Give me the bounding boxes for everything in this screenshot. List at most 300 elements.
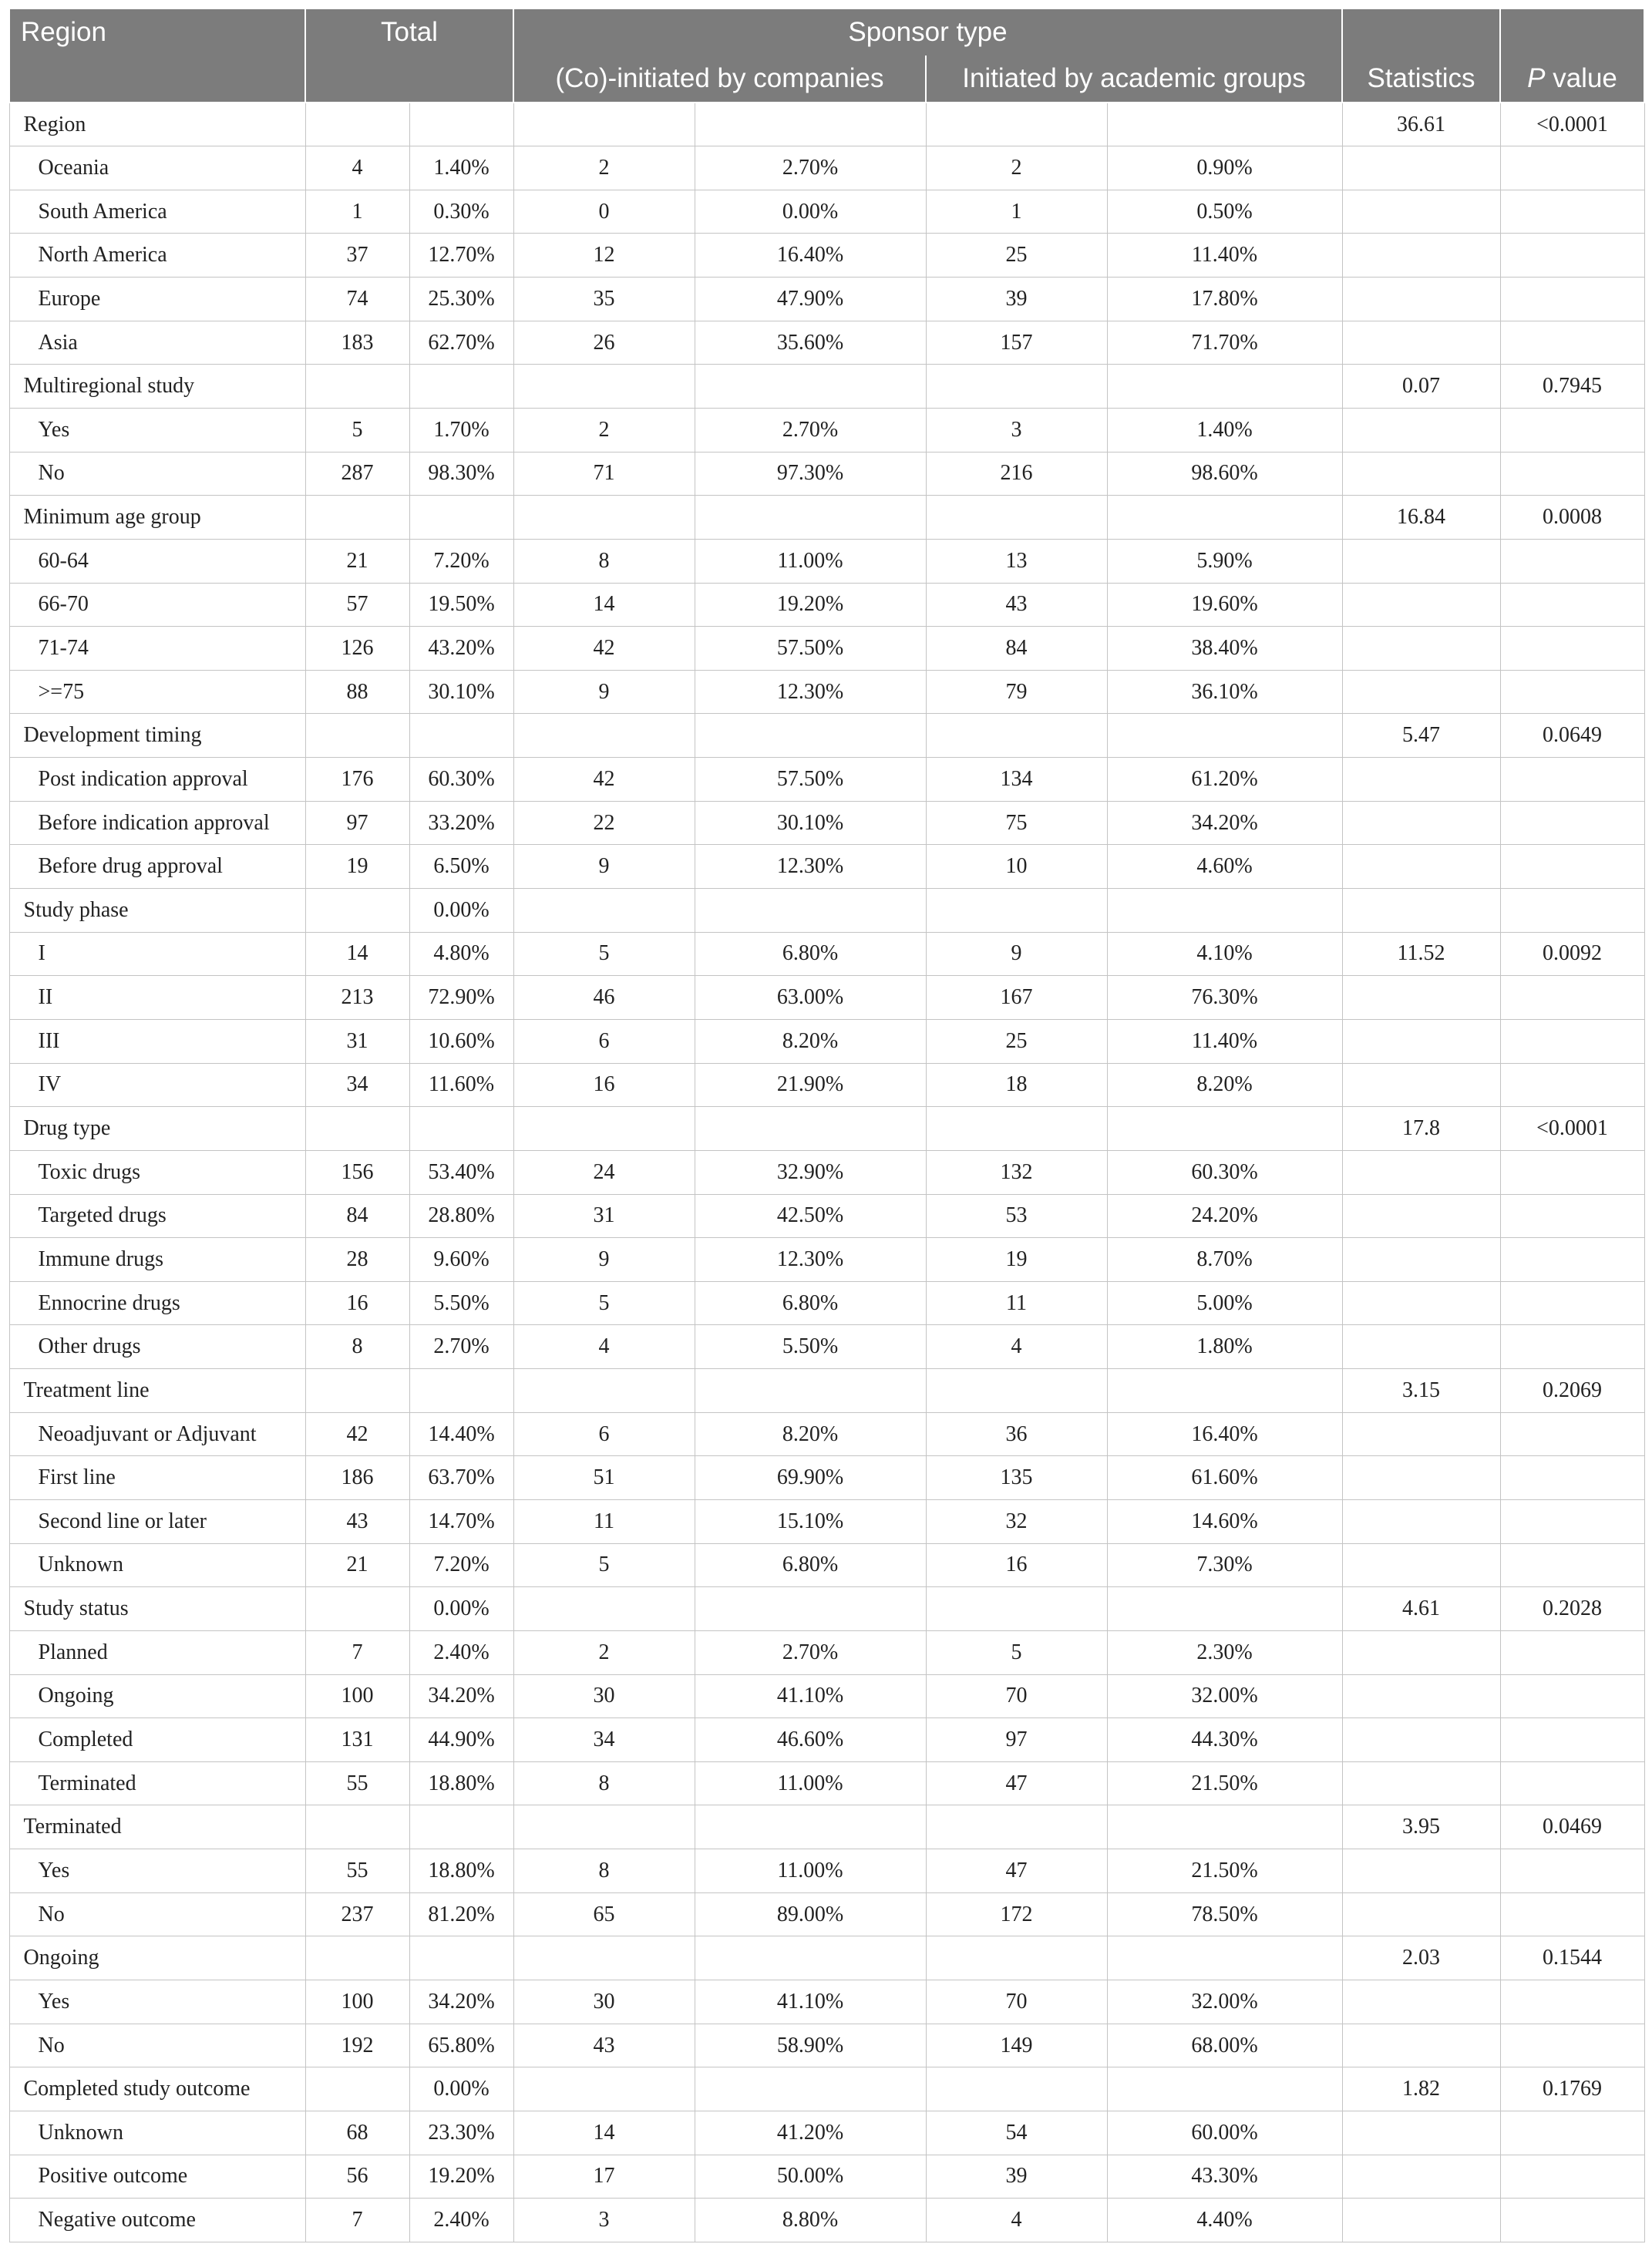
academic-percent: [1107, 365, 1342, 409]
total-count: 56: [305, 2155, 409, 2199]
total-count: [305, 1107, 409, 1151]
statistic: [1342, 1019, 1500, 1063]
row-label: 60-64: [9, 539, 305, 583]
total-percent: 53.40%: [409, 1150, 513, 1194]
academic-percent: [1107, 1369, 1342, 1413]
total-count: 74: [305, 278, 409, 321]
table-row: [9, 1456, 1644, 1500]
header-statistics: Statistics: [1342, 56, 1500, 103]
statistic: [1342, 1543, 1500, 1587]
table-row: [9, 1412, 1644, 1456]
academic-percent: 21.50%: [1107, 1849, 1342, 1893]
header-academic: Initiated by academic groups: [926, 56, 1342, 103]
total-count: 19: [305, 845, 409, 889]
academic-count: 70: [926, 1674, 1107, 1718]
row-label: First line: [9, 1456, 305, 1500]
academic-count: 79: [926, 670, 1107, 714]
total-percent: 14.70%: [409, 1500, 513, 1544]
academic-percent: 32.00%: [1107, 1674, 1342, 1718]
total-count: [305, 365, 409, 409]
p-value: [1500, 1630, 1644, 1674]
academic-percent: 4.40%: [1107, 2199, 1342, 2242]
table-row: [9, 2155, 1644, 2199]
academic-count: 75: [926, 801, 1107, 845]
company-percent: 46.60%: [695, 1718, 926, 1762]
company-count: [513, 2067, 695, 2111]
total-count: 131: [305, 1718, 409, 1762]
statistic: 2.03: [1342, 1936, 1500, 1980]
total-percent: 2.70%: [409, 1325, 513, 1369]
academic-percent: 44.30%: [1107, 1718, 1342, 1762]
total-percent: [409, 1805, 513, 1849]
total-percent: 0.00%: [409, 2067, 513, 2111]
p-value: [1500, 1761, 1644, 1805]
academic-count: 47: [926, 1849, 1107, 1893]
p-value: [1500, 1456, 1644, 1500]
statistic: 4.61: [1342, 1587, 1500, 1631]
header-blank-p: [1500, 8, 1644, 56]
statistic: [1342, 1412, 1500, 1456]
statistic: [1342, 190, 1500, 234]
academic-percent: 4.10%: [1107, 932, 1342, 976]
company-percent: 12.30%: [695, 670, 926, 714]
statistic: [1342, 452, 1500, 496]
row-label: IV: [9, 1063, 305, 1107]
company-count: 2: [513, 408, 695, 452]
p-value: [1500, 539, 1644, 583]
total-percent: 19.50%: [409, 583, 513, 627]
header-p-letter: P: [1527, 63, 1546, 93]
company-percent: 11.00%: [695, 1761, 926, 1805]
total-percent: 44.90%: [409, 1718, 513, 1762]
p-value: [1500, 234, 1644, 278]
p-value: [1500, 1718, 1644, 1762]
academic-count: [926, 1369, 1107, 1413]
row-label: Unknown: [9, 2111, 305, 2155]
table-body: [9, 103, 1644, 2242]
company-count: 26: [513, 321, 695, 365]
academic-percent: 68.00%: [1107, 2024, 1342, 2067]
table-row: [9, 1500, 1644, 1544]
academic-count: [926, 1936, 1107, 1980]
academic-percent: 78.50%: [1107, 1892, 1342, 1936]
academic-count: [926, 889, 1107, 933]
table-row: [9, 1019, 1644, 1063]
company-count: 35: [513, 278, 695, 321]
academic-percent: 0.50%: [1107, 190, 1342, 234]
group-row: [9, 889, 1644, 933]
p-value: 0.0008: [1500, 496, 1644, 540]
total-count: 186: [305, 1456, 409, 1500]
statistic: [1342, 2199, 1500, 2242]
row-label: Planned: [9, 1630, 305, 1674]
academic-count: 18: [926, 1063, 1107, 1107]
row-label: Second line or later: [9, 1500, 305, 1544]
table-row: [9, 1543, 1644, 1587]
row-label: Targeted drugs: [9, 1194, 305, 1238]
statistic: [1342, 1849, 1500, 1893]
academic-count: [926, 365, 1107, 409]
academic-count: 11: [926, 1281, 1107, 1325]
academic-percent: 1.40%: [1107, 408, 1342, 452]
academic-count: 19: [926, 1238, 1107, 1282]
total-percent: 81.20%: [409, 1892, 513, 1936]
row-label: 66-70: [9, 583, 305, 627]
row-label: Yes: [9, 408, 305, 452]
p-value: [1500, 1500, 1644, 1544]
company-percent: 11.00%: [695, 1849, 926, 1893]
statistic: [1342, 1063, 1500, 1107]
total-count: 8: [305, 1325, 409, 1369]
company-percent: 47.90%: [695, 278, 926, 321]
company-count: 5: [513, 1281, 695, 1325]
company-percent: 2.70%: [695, 1630, 926, 1674]
company-count: [513, 103, 695, 146]
company-percent: 6.80%: [695, 1543, 926, 1587]
academic-count: 36: [926, 1412, 1107, 1456]
total-percent: 18.80%: [409, 1849, 513, 1893]
total-percent: 72.90%: [409, 976, 513, 1020]
p-value: [1500, 2111, 1644, 2155]
company-percent: 50.00%: [695, 2155, 926, 2199]
total-count: 34: [305, 1063, 409, 1107]
row-label: Yes: [9, 1849, 305, 1893]
table-row: [9, 1630, 1644, 1674]
company-count: 34: [513, 1718, 695, 1762]
company-count: 51: [513, 1456, 695, 1500]
total-count: 100: [305, 1980, 409, 2024]
total-count: 100: [305, 1674, 409, 1718]
total-count: 4: [305, 146, 409, 190]
row-label: No: [9, 2024, 305, 2067]
company-count: 3: [513, 2199, 695, 2242]
academic-percent: [1107, 1805, 1342, 1849]
company-percent: 30.10%: [695, 801, 926, 845]
p-value: [1500, 146, 1644, 190]
p-value: [1500, 976, 1644, 1020]
total-percent: 63.70%: [409, 1456, 513, 1500]
p-value: [1500, 1019, 1644, 1063]
total-count: 14: [305, 932, 409, 976]
header-region: Region: [9, 8, 305, 56]
row-label: Multiregional study: [9, 365, 305, 409]
company-percent: 41.10%: [695, 1980, 926, 2024]
academic-percent: 32.00%: [1107, 1980, 1342, 2024]
statistic: [1342, 1325, 1500, 1369]
academic-percent: 43.30%: [1107, 2155, 1342, 2199]
company-count: 2: [513, 146, 695, 190]
header-blank-total: [305, 56, 513, 103]
total-count: 43: [305, 1500, 409, 1544]
company-percent: 32.90%: [695, 1150, 926, 1194]
academic-count: 2: [926, 146, 1107, 190]
p-value: [1500, 583, 1644, 627]
company-percent: 63.00%: [695, 976, 926, 1020]
row-label: >=75: [9, 670, 305, 714]
academic-count: 132: [926, 1150, 1107, 1194]
p-value: [1500, 1063, 1644, 1107]
header-row-1: [9, 8, 1644, 56]
p-value: [1500, 190, 1644, 234]
table-row: [9, 801, 1644, 845]
company-percent: [695, 889, 926, 933]
statistic: [1342, 889, 1500, 933]
total-percent: 60.30%: [409, 758, 513, 802]
statistic: 17.8: [1342, 1107, 1500, 1151]
academic-percent: 7.30%: [1107, 1543, 1342, 1587]
row-label: Completed study outcome: [9, 2067, 305, 2111]
table-row: [9, 670, 1644, 714]
table-row: [9, 190, 1644, 234]
p-value: [1500, 1281, 1644, 1325]
table-row: [9, 1238, 1644, 1282]
company-percent: [695, 1587, 926, 1631]
company-count: 71: [513, 452, 695, 496]
academic-count: 4: [926, 1325, 1107, 1369]
statistic: [1342, 1980, 1500, 2024]
company-count: [513, 1587, 695, 1631]
row-label: Region: [9, 103, 305, 146]
company-count: 30: [513, 1980, 695, 2024]
group-row: [9, 496, 1644, 540]
statistic: [1342, 1500, 1500, 1544]
group-row: [9, 1369, 1644, 1413]
table-row: [9, 845, 1644, 889]
total-percent: 0.30%: [409, 190, 513, 234]
total-percent: 34.20%: [409, 1980, 513, 2024]
row-label: I: [9, 932, 305, 976]
header-blank-label: [9, 56, 305, 103]
total-count: [305, 1369, 409, 1413]
p-value: [1500, 2199, 1644, 2242]
table-row: [9, 1194, 1644, 1238]
p-value: [1500, 1543, 1644, 1587]
p-value: [1500, 1194, 1644, 1238]
row-label: Study status: [9, 1587, 305, 1631]
total-percent: 2.40%: [409, 2199, 513, 2242]
p-value: [1500, 845, 1644, 889]
company-percent: [695, 2067, 926, 2111]
header-blank-stat: [1342, 8, 1500, 56]
statistic: [1342, 2155, 1500, 2199]
total-percent: 10.60%: [409, 1019, 513, 1063]
total-count: [305, 889, 409, 933]
company-count: 2: [513, 1630, 695, 1674]
table-row: [9, 408, 1644, 452]
p-value: 0.0092: [1500, 932, 1644, 976]
table-row: [9, 1281, 1644, 1325]
company-percent: [695, 714, 926, 758]
company-count: 4: [513, 1325, 695, 1369]
company-count: [513, 1936, 695, 1980]
row-label: South America: [9, 190, 305, 234]
academic-percent: [1107, 1587, 1342, 1631]
total-count: [305, 714, 409, 758]
p-value: [1500, 321, 1644, 365]
academic-percent: 11.40%: [1107, 234, 1342, 278]
company-percent: 57.50%: [695, 758, 926, 802]
academic-percent: 5.00%: [1107, 1281, 1342, 1325]
row-label: No: [9, 452, 305, 496]
total-count: 287: [305, 452, 409, 496]
p-value: [1500, 278, 1644, 321]
total-percent: 0.00%: [409, 889, 513, 933]
statistic: [1342, 758, 1500, 802]
academic-percent: 36.10%: [1107, 670, 1342, 714]
statistic: [1342, 1281, 1500, 1325]
academic-count: 97: [926, 1718, 1107, 1762]
company-count: [513, 1369, 695, 1413]
table-row: [9, 1980, 1644, 2024]
total-percent: [409, 1936, 513, 1980]
p-value: [1500, 670, 1644, 714]
academic-count: 167: [926, 976, 1107, 1020]
academic-percent: 38.40%: [1107, 627, 1342, 671]
academic-count: 4: [926, 2199, 1107, 2242]
total-count: 55: [305, 1849, 409, 1893]
statistic: [1342, 976, 1500, 1020]
p-value: [1500, 1412, 1644, 1456]
academic-count: 3: [926, 408, 1107, 452]
company-percent: 19.20%: [695, 583, 926, 627]
total-percent: [409, 1369, 513, 1413]
academic-percent: [1107, 714, 1342, 758]
table-row: [9, 278, 1644, 321]
company-count: 8: [513, 539, 695, 583]
academic-count: 13: [926, 539, 1107, 583]
row-label: Toxic drugs: [9, 1150, 305, 1194]
academic-percent: 17.80%: [1107, 278, 1342, 321]
total-percent: 33.20%: [409, 801, 513, 845]
academic-percent: 34.20%: [1107, 801, 1342, 845]
table-row: [9, 758, 1644, 802]
group-row: [9, 1107, 1644, 1151]
statistic: [1342, 583, 1500, 627]
company-percent: 6.80%: [695, 932, 926, 976]
statistic: [1342, 1456, 1500, 1500]
total-percent: 30.10%: [409, 670, 513, 714]
company-percent: 42.50%: [695, 1194, 926, 1238]
academic-count: 16: [926, 1543, 1107, 1587]
company-count: [513, 714, 695, 758]
academic-percent: [1107, 496, 1342, 540]
company-percent: 57.50%: [695, 627, 926, 671]
statistic: [1342, 1150, 1500, 1194]
p-value: 0.0649: [1500, 714, 1644, 758]
academic-percent: [1107, 1936, 1342, 1980]
total-percent: 5.50%: [409, 1281, 513, 1325]
academic-count: 5: [926, 1630, 1107, 1674]
statistic: 1.82: [1342, 2067, 1500, 2111]
company-percent: 35.60%: [695, 321, 926, 365]
row-label: North America: [9, 234, 305, 278]
p-value: 0.1544: [1500, 1936, 1644, 1980]
academic-percent: 21.50%: [1107, 1761, 1342, 1805]
academic-count: 149: [926, 2024, 1107, 2067]
total-percent: 25.30%: [409, 278, 513, 321]
table-row: [9, 2024, 1644, 2067]
academic-count: 25: [926, 1019, 1107, 1063]
company-count: 14: [513, 583, 695, 627]
group-row: [9, 2067, 1644, 2111]
total-count: 126: [305, 627, 409, 671]
academic-count: 39: [926, 2155, 1107, 2199]
total-percent: 65.80%: [409, 2024, 513, 2067]
row-label: Asia: [9, 321, 305, 365]
company-count: 9: [513, 1238, 695, 1282]
company-percent: 8.20%: [695, 1412, 926, 1456]
company-count: 24: [513, 1150, 695, 1194]
total-count: [305, 496, 409, 540]
p-value: [1500, 1849, 1644, 1893]
statistic: 11.52: [1342, 932, 1500, 976]
company-percent: 12.30%: [695, 845, 926, 889]
company-percent: 58.90%: [695, 2024, 926, 2067]
total-count: 55: [305, 1761, 409, 1805]
p-value: <0.0001: [1500, 1107, 1644, 1151]
statistic: [1342, 627, 1500, 671]
header-co-initiated: (Co)-initiated by companies: [513, 56, 926, 103]
row-label: Immune drugs: [9, 1238, 305, 1282]
company-percent: 41.20%: [695, 2111, 926, 2155]
group-row: [9, 103, 1644, 146]
statistic: [1342, 408, 1500, 452]
company-percent: [695, 1107, 926, 1151]
total-count: [305, 103, 409, 146]
academic-percent: [1107, 889, 1342, 933]
company-percent: 15.10%: [695, 1500, 926, 1544]
academic-percent: 14.60%: [1107, 1500, 1342, 1544]
total-percent: 34.20%: [409, 1674, 513, 1718]
statistic: [1342, 146, 1500, 190]
total-percent: 62.70%: [409, 321, 513, 365]
company-count: [513, 889, 695, 933]
company-count: 0: [513, 190, 695, 234]
academic-count: [926, 103, 1107, 146]
total-percent: 7.20%: [409, 539, 513, 583]
company-count: 9: [513, 670, 695, 714]
total-count: 176: [305, 758, 409, 802]
total-count: [305, 2067, 409, 2111]
table-row: [9, 1325, 1644, 1369]
company-percent: 5.50%: [695, 1325, 926, 1369]
p-value: [1500, 627, 1644, 671]
total-percent: 0.00%: [409, 1587, 513, 1631]
company-count: 6: [513, 1412, 695, 1456]
company-percent: 41.10%: [695, 1674, 926, 1718]
p-value: [1500, 408, 1644, 452]
company-percent: 97.30%: [695, 452, 926, 496]
academic-count: 54: [926, 2111, 1107, 2155]
total-percent: 14.40%: [409, 1412, 513, 1456]
table-row: [9, 2111, 1644, 2155]
company-count: [513, 1107, 695, 1151]
total-count: 57: [305, 583, 409, 627]
row-label: Study phase: [9, 889, 305, 933]
company-percent: [695, 1936, 926, 1980]
statistic: [1342, 1194, 1500, 1238]
company-count: 14: [513, 2111, 695, 2155]
total-percent: 19.20%: [409, 2155, 513, 2199]
company-count: 11: [513, 1500, 695, 1544]
total-percent: [409, 365, 513, 409]
academic-count: [926, 714, 1107, 758]
academic-count: 39: [926, 278, 1107, 321]
total-percent: 1.70%: [409, 408, 513, 452]
academic-percent: 19.60%: [1107, 583, 1342, 627]
statistic: [1342, 801, 1500, 845]
statistic: 0.07: [1342, 365, 1500, 409]
